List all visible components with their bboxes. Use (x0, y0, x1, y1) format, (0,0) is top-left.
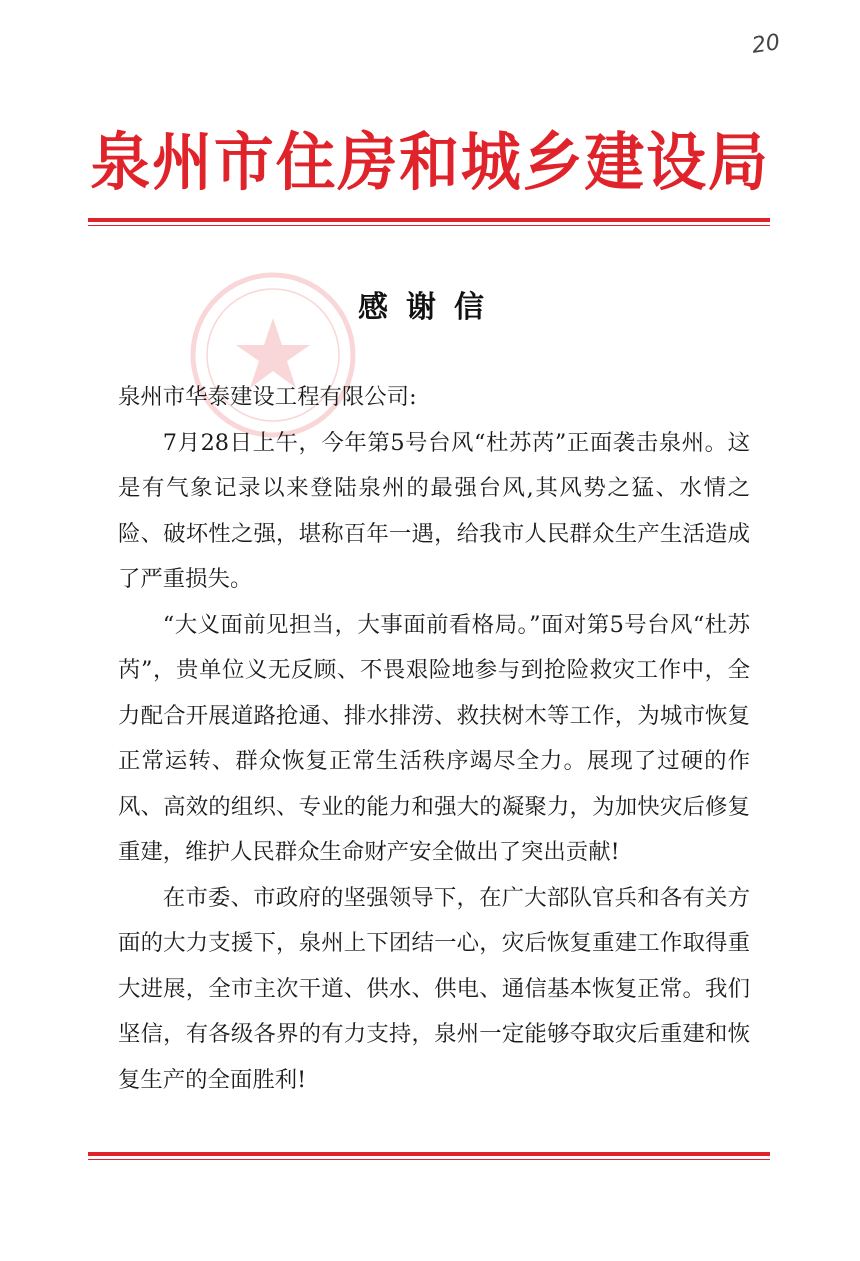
rule-thin-line (88, 225, 770, 226)
handwritten-page-number: 20 (750, 30, 782, 59)
footer-rule (88, 1152, 770, 1160)
letterhead-rule-top (88, 218, 770, 226)
document-title: 感谢信 (358, 290, 502, 325)
rule-thick-line (88, 218, 770, 222)
paragraph-2: “大义面前见担当，大事面前看格局。”面对第5号台风“杜苏芮”，贵单位义无反顾、不畏艰险地参与到抢险救灾工作中，全力配合开展道路抢通、排水排涝、救扶树木等工作，为城市恢复正常运转、群众恢复正常生活秩序竭尽全力。展现了过硬的作风、高效的组织、专业的能力和强大的凝聚力，为加快灾后修复重建，维护人民群众生命财产安全做出了突出贡献! (118, 611, 750, 865)
letter-body (118, 375, 750, 1103)
paragraph-3: 在市委、市政府的坚强领导下，在广大部队官兵和各有关方面的大力支援下，泉州上下团结一心，灾后恢复重建工作取得重大进展，全市主次干道、供水、供电、通信基本恢复正常。我们坚信，有各级各界的有力支持，泉州一定能够夺取灾后重建和恢复生产的全面胜利! (118, 884, 750, 1093)
rule-thick-line (88, 1152, 770, 1156)
rule-thin-line (88, 1159, 770, 1160)
letterhead-title: 泉州市住房和城乡建设局 (90, 125, 770, 199)
paragraph-1: 7月28日上午，今年第5号台风“杜苏芮”正面袭击泉州。这是有气象记录以来登陆泉州的最强台风,其风势之猛、水情之险、破坏性之强，堪称百年一遇，给我市人民群众生产生活造成了严重损失。 (118, 429, 750, 592)
salutation: 泉州市华泰建设工程有限公司: (118, 384, 417, 410)
